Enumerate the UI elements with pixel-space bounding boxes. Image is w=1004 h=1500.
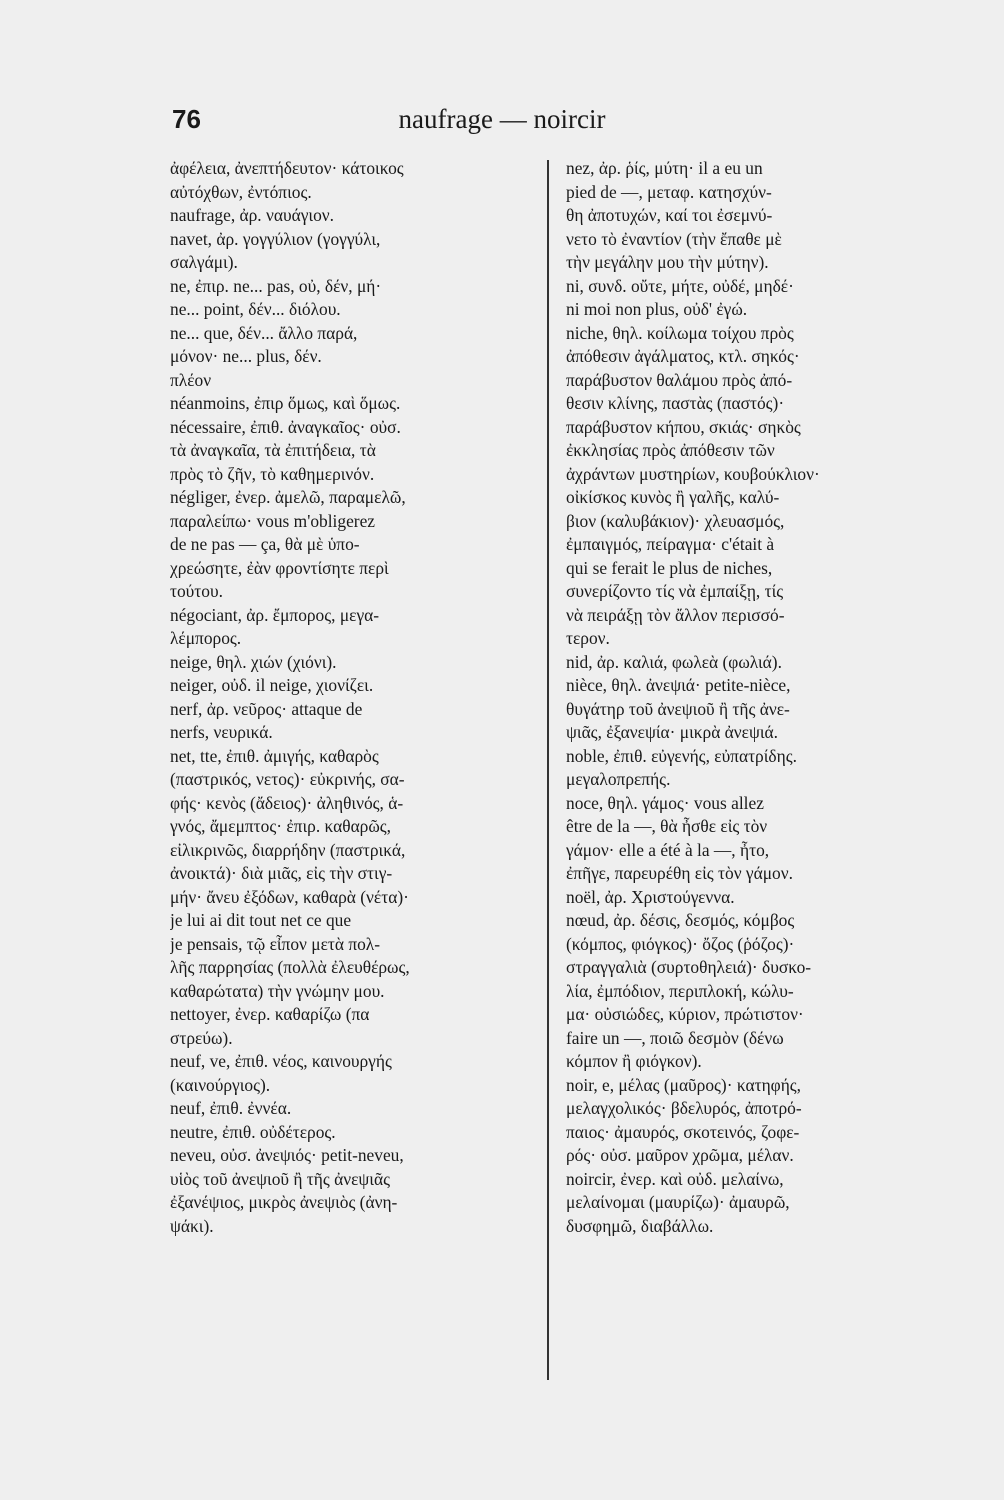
dictionary-line: neutre, ἐπιθ. οὐδέτερος. bbox=[170, 1121, 336, 1142]
dictionary-line: μελαίνομαι (μαυρίζω)· ἀμαυρῶ, bbox=[566, 1192, 790, 1212]
dictionary-line: ἐμπαιγμός, πείραγμα· c'était à bbox=[566, 534, 775, 554]
dictionary-line: μα· οὐσιώδες, κύριον, πρώτιστον· bbox=[566, 1004, 804, 1024]
dictionary-line: θυγάτηρ τοῦ ἀνεψιοῦ ἢ τῆς ἀνε- bbox=[566, 698, 790, 719]
dictionary-line: navet, ἀρ. γογγύλιον (γογγύλι, bbox=[170, 228, 381, 249]
dictionary-line: nièce, θηλ. ἀνεψιά· petite-nièce, bbox=[566, 675, 791, 695]
right-column bbox=[566, 157, 938, 1238]
dictionary-line: τὰ ἀναγκαῖα, τὰ ἐπιτήδεια, τὰ bbox=[170, 440, 376, 460]
dictionary-line: παιος· ἀμαυρός, σκοτεινός, ζοφε- bbox=[566, 1121, 800, 1142]
dictionary-line: σαλγάμι). bbox=[170, 252, 238, 272]
page-number: 76 bbox=[172, 104, 201, 134]
dictionary-line: neveu, οὐσ. ἀνεψιός· petit-neveu, bbox=[170, 1145, 404, 1165]
dictionary-line: neuf, ἐπιθ. ἐννέα. bbox=[170, 1098, 292, 1118]
dictionary-line: θεσιν κλίνης, παστὰς (παστός)· bbox=[566, 393, 785, 413]
dictionary-line: γάμον· elle a été à la —, ἦτο, bbox=[566, 839, 770, 860]
dictionary-line: τερον. bbox=[566, 628, 610, 648]
dictionary-line: néanmoins, ἐπιρ ὅμως, καὶ ὅμως. bbox=[170, 393, 401, 413]
dictionary-line: γνός, ἄμεμπτος· ἐπιρ. καθαρῶς, bbox=[170, 816, 392, 836]
dictionary-line: neiger, οὐδ. il neige, χιονίζει. bbox=[170, 675, 374, 695]
dictionary-line: νὰ πειράξῃ τὸν ἄλλον περισσό- bbox=[566, 604, 785, 625]
dictionary-line: θη ἀποτυχών, καί τοι ἐσεμνύ- bbox=[566, 205, 773, 225]
dictionary-line: ἐπῆγε, παρευρέθη εἰς τὸν γάμον. bbox=[566, 863, 793, 883]
dictionary-line: nettoyer, ἐνερ. καθαρίζω (πα bbox=[170, 1004, 370, 1024]
dictionary-line: κόμπον ἢ φιόγκον). bbox=[566, 1051, 702, 1071]
dictionary-line: ἐκκλησίας πρὸς ἀπόθεσιν τῶν bbox=[566, 440, 775, 460]
dictionary-line: νετο τὸ ἐναντίον (τὴν ἔπαθε μὲ bbox=[566, 228, 782, 249]
left-column bbox=[170, 157, 546, 1238]
dictionary-line: πρὸς τὸ ζῆν, τὸ καθημερινόν. bbox=[170, 463, 375, 484]
dictionary-line: πλέον bbox=[170, 369, 212, 390]
dictionary-line: στραγγαλιὰ (συρτοθηλειά)· δυσκο- bbox=[566, 957, 812, 977]
dictionary-line: παράβυστον κήπου, σκιάς· σηκὸς bbox=[566, 416, 801, 437]
dictionary-line: παράβυστον θαλάμου πρὸς ἀπό- bbox=[566, 369, 793, 390]
dictionary-line: οἰκίσκος κυνὸς ἢ γαλῆς, καλύ- bbox=[566, 487, 780, 507]
dictionary-line: être de la —, θὰ ἦσθε εἰς τὸν bbox=[566, 816, 768, 836]
dictionary-line: μεγαλοπρεπής. bbox=[566, 769, 671, 789]
dictionary-line: qui se ferait le plus de niches, bbox=[566, 557, 773, 578]
dictionary-line: noël, ἀρ. Χριστούγεννα. bbox=[566, 886, 735, 907]
dictionary-line: αὐτόχθων, ἐντόπιος. bbox=[170, 181, 312, 202]
dictionary-line: nid, ἀρ. καλιά, φωλεὰ (φωλιά). bbox=[566, 651, 782, 672]
dictionary-line: υἱὸς τοῦ ἀνεψιοῦ ἢ τῆς ἀνεψιᾶς bbox=[170, 1168, 390, 1189]
dictionary-line: nerfs, νευρικά. bbox=[170, 722, 273, 742]
dictionary-line: ni, συνδ. οὔτε, μήτε, οὐδέ, μηδέ· bbox=[566, 275, 794, 296]
dictionary-line: faire un —, ποιῶ δεσμὸν (δένω bbox=[566, 1027, 784, 1048]
dictionary-line: nerf, ἀρ. νεῦρος· attaque de bbox=[170, 698, 363, 719]
dictionary-line: εἰλικρινῶς, διαρρήδην (παστρικά, bbox=[170, 839, 406, 860]
dictionary-line: pied de —, μεταφ. κατησχύν- bbox=[566, 181, 772, 202]
column-divider bbox=[547, 160, 549, 1380]
dictionary-line: net, tte, ἐπιθ. ἀμιγής, καθαρὸς bbox=[170, 745, 379, 766]
dictionary-line: καθαρώτατα) τὴν γνώμην μου. bbox=[170, 980, 385, 1001]
dictionary-line: de ne pas — ça, θὰ μὲ ὑπο- bbox=[170, 534, 360, 554]
dictionary-line: neige, θηλ. χιών (χιόνι). bbox=[170, 651, 337, 672]
dictionary-line: δυσφημῶ, διαβάλλω. bbox=[566, 1215, 714, 1236]
dictionary-line: je pensais, τῷ εἶπον μετὰ πολ- bbox=[170, 933, 381, 954]
dictionary-line: στρεύω). bbox=[170, 1027, 233, 1048]
dictionary-line: noce, θηλ. γάμος· vous allez bbox=[566, 792, 764, 813]
dictionary-line: χρεώσητε, ἐὰν φροντίσητε περὶ bbox=[170, 557, 389, 578]
dictionary-line: τὴν μεγάλην μου τὴν μύτην). bbox=[566, 252, 769, 272]
dictionary-line: ἀπόθεσιν ἀγάλματος, κτλ. σηκός· bbox=[566, 346, 800, 366]
running-head: naufrage — noircir bbox=[398, 104, 606, 134]
dictionary-line: ἀχράντων μυστηρίων, κουβούκλιον· bbox=[566, 463, 820, 484]
dictionary-line: noircir, ἐνερ. καὶ οὐδ. μελαίνω, bbox=[566, 1168, 784, 1189]
dictionary-line: nœud, ἀρ. δέσις, δεσμός, κόμβος bbox=[566, 910, 795, 930]
dictionary-line: μήν· ἄνευ ἐξόδων, καθαρὰ (νέτα)· bbox=[170, 886, 409, 907]
dictionary-line: naufrage, ἀρ. ναυάγιον. bbox=[170, 205, 334, 225]
dictionary-line: λέμπορος. bbox=[170, 628, 242, 648]
dictionary-line: négociant, ἀρ. ἔμπορος, μεγα- bbox=[170, 604, 380, 625]
dictionary-line: λία, ἐμπόδιον, περιπλοκή, κώλυ- bbox=[566, 980, 794, 1001]
dictionary-line: (κόμπος, φιόγκος)· ὄζος (ῥόζος)· bbox=[566, 933, 795, 954]
dictionary-line: ψάκι). bbox=[170, 1215, 214, 1236]
dictionary-line: ἐξανέψιος, μικρὸς ἀνεψιὸς (ἀνη- bbox=[170, 1192, 398, 1212]
dictionary-line: λῆς παρρησίας (πολλὰ ἐλευθέρως, bbox=[170, 957, 410, 977]
dictionary-line: ψιᾶς, ἐξανεψία· μικρὰ ἀνεψιά. bbox=[566, 722, 778, 742]
dictionary-line: τούτου. bbox=[170, 581, 223, 601]
dictionary-line: noble, ἐπιθ. εὐγενής, εὐπατρίδης. bbox=[566, 745, 797, 766]
dictionary-line: nécessaire, ἐπιθ. ἀναγκαῖος· οὐσ. bbox=[170, 416, 401, 437]
dictionary-line: ἀφέλεια, ἀνεπτήδευτον· κάτοικος bbox=[170, 158, 404, 178]
dictionary-line: neuf, ve, ἐπιθ. νέος, καινουργής bbox=[170, 1051, 392, 1071]
dictionary-line: noir, e, μέλας (μαῦρος)· κατηφής, bbox=[566, 1074, 802, 1095]
dictionary-line: négliger, ἐνερ. ἀμελῶ, παραμελῶ, bbox=[170, 487, 406, 507]
dictionary-line: ne, ἐπιρ. ne... pas, οὐ, δέν, μή· bbox=[170, 275, 382, 296]
dictionary-line: βιον (καλυβάκιον)· χλευασμός, bbox=[566, 510, 785, 531]
dictionary-line: μόνον· ne... plus, δέν. bbox=[170, 346, 322, 366]
dictionary-line: συνερίζοντο τίς νὰ ἐμπαίξῃ, τίς bbox=[566, 581, 784, 601]
dictionary-line: niche, θηλ. κοίλωμα τοίχου πρὸς bbox=[566, 322, 794, 343]
dictionary-line: μελαγχολικός· βδελυρός, ἀποτρό- bbox=[566, 1098, 802, 1118]
dictionary-line: nez, ἀρ. ῥίς, μύτη· il a eu un bbox=[566, 158, 763, 178]
dictionary-line: (παστρικός, νετος)· εὐκρινής, σα- bbox=[170, 769, 405, 789]
dictionary-line: ἀνοικτά)· διὰ μιᾶς, εἰς τὴν στιγ- bbox=[170, 863, 393, 883]
dictionary-line: ne... point, δέν... διόλου. bbox=[170, 299, 341, 319]
dictionary-line: ni moi non plus, οὐδ' ἐγώ. bbox=[566, 299, 748, 319]
dictionary-line: (καινούργιος). bbox=[170, 1074, 271, 1095]
dictionary-line: ρός· οὐσ. μαῦρον χρῶμα, μέλαν. bbox=[566, 1145, 794, 1165]
dictionary-line: φής· κενὸς (ἄδειος)· ἀληθινός, ἁ- bbox=[170, 792, 404, 813]
dictionary-line: παραλείπω· vous m'obligerez bbox=[170, 510, 376, 531]
dictionary-line: ne... que, δέν... ἄλλο παρά, bbox=[170, 322, 358, 343]
dictionary-line: je lui ai dit tout net ce que bbox=[170, 910, 352, 930]
